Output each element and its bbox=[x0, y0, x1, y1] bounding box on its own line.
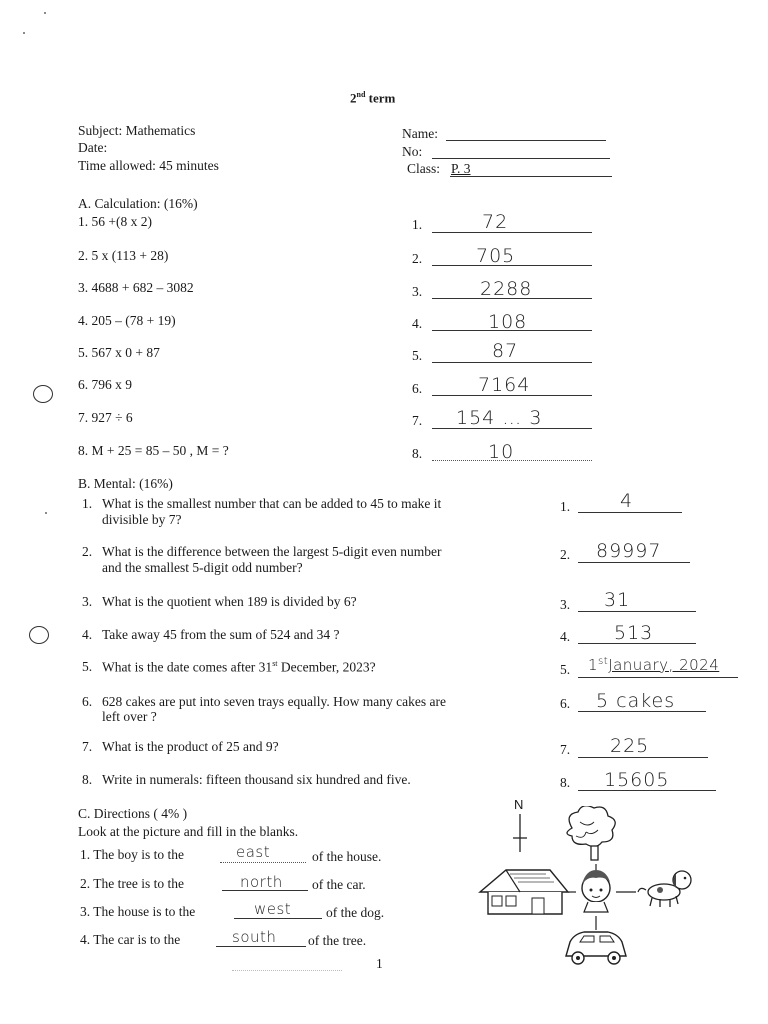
mental-answer-line-7 bbox=[578, 757, 708, 758]
mental-answer-5[interactable] bbox=[588, 656, 719, 674]
mental-answer-5-rest: January, 2024 bbox=[608, 656, 720, 674]
calc-question-5: 5. 567 x 0 + 87 bbox=[78, 345, 160, 360]
no-label: No: bbox=[402, 144, 423, 159]
direction-answer-1[interactable]: east bbox=[236, 843, 271, 861]
direction-question-3-post: of the dog. bbox=[326, 905, 385, 920]
direction-answer-2[interactable]: north bbox=[240, 873, 283, 891]
calc-num-5: 5. bbox=[412, 348, 423, 363]
mental-question-1a: What is the smallest number that can be added to 45 to make it bbox=[102, 496, 442, 511]
term-sup: nd bbox=[356, 90, 366, 99]
calc-answer-8[interactable]: 10 bbox=[488, 441, 515, 463]
page-number: 1 bbox=[376, 956, 383, 971]
direction-answer-4[interactable]: south bbox=[232, 928, 277, 946]
punch-hole-mark bbox=[33, 385, 53, 403]
mental-question-2a: What is the difference between the largest 5-digit even number bbox=[102, 544, 442, 559]
calc-question-2: 2. 5 x (113 + 28) bbox=[78, 248, 169, 263]
mental-num-3: 3. bbox=[82, 594, 93, 609]
time-label: Time allowed: 45 minutes bbox=[78, 158, 219, 173]
speck bbox=[44, 12, 46, 14]
mental-ans-num-1: 1. bbox=[560, 499, 571, 514]
direction-answer-line-3 bbox=[234, 918, 322, 919]
mental-answer-5-day: 1 bbox=[588, 656, 599, 674]
direction-answer-line-1 bbox=[220, 862, 306, 863]
direction-question-4-post: of the tree. bbox=[308, 933, 367, 948]
calc-answer-3[interactable]: 2288 bbox=[480, 278, 533, 300]
no-field[interactable] bbox=[432, 158, 610, 159]
mental-answer-line-3 bbox=[578, 611, 696, 612]
term-number: 2 bbox=[350, 90, 357, 106]
term-heading bbox=[350, 90, 395, 106]
calc-question-7: 7. 927 ÷ 6 bbox=[78, 410, 133, 425]
subject-label: Subject: Mathematics bbox=[78, 123, 196, 138]
section-b-title: B. Mental: (16%) bbox=[78, 476, 173, 491]
mental-question-5 bbox=[102, 659, 376, 676]
class-value: P. 3 bbox=[451, 161, 471, 176]
car-icon bbox=[566, 932, 626, 964]
calc-answer-7[interactable]: 154 … 3 bbox=[456, 407, 543, 429]
calc-question-3: 3. 4688 + 682 – 3082 bbox=[78, 280, 194, 295]
mental-question-3: What is the quotient when 189 is divided by 6? bbox=[102, 594, 357, 609]
mental-question-6a: 628 cakes are put into seven trays equally. How many cakes are bbox=[102, 694, 446, 709]
mental-question-7: What is the product of 25 and 9? bbox=[102, 739, 279, 754]
direction-question-1-post: of the house. bbox=[312, 849, 382, 864]
mental-question-8: Write in numerals: fifteen thousand six hundred and five. bbox=[102, 772, 411, 787]
mental-ans-num-5: 5. bbox=[560, 662, 571, 677]
speck bbox=[23, 32, 25, 34]
mental-answer-line-2 bbox=[578, 562, 690, 563]
section-c-instruction: Look at the picture and fill in the blanks. bbox=[78, 824, 299, 839]
name-label: Name: bbox=[402, 126, 438, 141]
mental-ans-num-2: 2. bbox=[560, 547, 571, 562]
direction-question-1-pre: 1. The boy is to the bbox=[80, 847, 184, 862]
calc-num-4: 4. bbox=[412, 316, 423, 331]
mental-question-2b: and the smallest 5-digit odd number? bbox=[102, 560, 303, 575]
calc-answer-5[interactable]: 87 bbox=[492, 340, 519, 362]
calc-num-6: 6. bbox=[412, 381, 423, 396]
calc-num-8: 8. bbox=[412, 446, 423, 461]
calc-answer-6[interactable]: 7164 bbox=[478, 374, 531, 396]
direction-question-4-pre: 4. The car is to the bbox=[80, 932, 181, 947]
mental-answer-7[interactable]: 225 bbox=[610, 735, 650, 757]
mental-question-1b: divisible by 7? bbox=[102, 512, 182, 527]
calc-answer-1[interactable]: 72 bbox=[482, 211, 509, 233]
mental-ans-num-8: 8. bbox=[560, 775, 571, 790]
mental-answer-3[interactable]: 31 bbox=[604, 589, 631, 611]
mental-question-4: Take away 45 from the sum of 524 and 34 ? bbox=[102, 627, 340, 642]
class-label: Class: bbox=[407, 161, 441, 176]
calc-num-7: 7. bbox=[412, 413, 423, 428]
footer-dots bbox=[232, 970, 342, 971]
mental-ans-num-4: 4. bbox=[560, 629, 571, 644]
mental-num-7: 7. bbox=[82, 739, 93, 754]
direction-answer-line-4 bbox=[216, 946, 306, 947]
compass-north-label: N bbox=[514, 797, 524, 812]
speck bbox=[45, 512, 47, 514]
mental-answer-6[interactable]: 5 cakes bbox=[596, 690, 676, 712]
name-field[interactable] bbox=[446, 140, 606, 141]
mental-num-2: 2. bbox=[82, 544, 93, 559]
calc-answer-line-5 bbox=[432, 362, 592, 363]
mental-num-8: 8. bbox=[82, 772, 93, 787]
tree-icon bbox=[567, 806, 615, 860]
mental-question-5-post: December, 2023? bbox=[277, 659, 376, 675]
mental-num-6: 6. bbox=[82, 694, 93, 709]
direction-question-3-pre: 3. The house is to the bbox=[80, 904, 196, 919]
calc-num-2: 2. bbox=[412, 251, 423, 266]
mental-answer-4[interactable]: 513 bbox=[614, 622, 654, 644]
mental-question-5-sup: st bbox=[272, 659, 278, 668]
calc-question-6: 6. 796 x 9 bbox=[78, 377, 132, 392]
mental-ans-num-6: 6. bbox=[560, 696, 571, 711]
boy-icon bbox=[582, 870, 610, 912]
term-word: term bbox=[368, 90, 396, 106]
house-icon bbox=[480, 870, 568, 914]
mental-answer-line-5 bbox=[578, 677, 738, 678]
section-c-title: C. Directions ( 4% ) bbox=[78, 806, 188, 821]
mental-answer-1[interactable]: 4 bbox=[620, 490, 634, 512]
mental-question-5-pre: What is the date comes after 31 bbox=[102, 659, 273, 675]
calc-answer-line-1 bbox=[432, 232, 592, 233]
mental-ans-num-7: 7. bbox=[560, 742, 571, 757]
mental-answer-2[interactable]: 89997 bbox=[596, 540, 662, 562]
section-a-title: A. Calculation: (16%) bbox=[78, 196, 198, 211]
mental-answer-line-1 bbox=[578, 512, 682, 513]
direction-answer-3[interactable]: west bbox=[254, 900, 292, 918]
calc-question-1: 1. 56 +(8 x 2) bbox=[78, 214, 152, 229]
class-field[interactable] bbox=[450, 176, 612, 177]
calc-num-1: 1. bbox=[412, 217, 423, 232]
calc-answer-2[interactable]: 705 bbox=[476, 245, 516, 267]
calc-answer-4[interactable]: 108 bbox=[488, 311, 528, 333]
direction-question-2-post: of the car. bbox=[312, 877, 366, 892]
mental-answer-8[interactable]: 15605 bbox=[604, 769, 670, 791]
mental-num-5: 5. bbox=[82, 659, 93, 674]
direction-picture bbox=[476, 806, 716, 974]
date-label: Date: bbox=[78, 140, 108, 155]
mental-num-1: 1. bbox=[82, 496, 93, 511]
dog-icon bbox=[638, 871, 691, 907]
direction-question-2-pre: 2. The tree is to the bbox=[80, 876, 184, 891]
calc-question-4: 4. 205 – (78 + 19) bbox=[78, 313, 176, 328]
calc-num-3: 3. bbox=[412, 284, 423, 299]
mental-ans-num-3: 3. bbox=[560, 597, 571, 612]
mental-question-6b: left over ? bbox=[102, 709, 157, 724]
mental-num-4: 4. bbox=[82, 627, 93, 642]
mental-answer-5-sup: st bbox=[598, 656, 609, 667]
punch-hole-mark bbox=[29, 626, 49, 644]
calc-question-8: 8. M + 25 = 85 – 50 , M = ? bbox=[78, 443, 229, 458]
